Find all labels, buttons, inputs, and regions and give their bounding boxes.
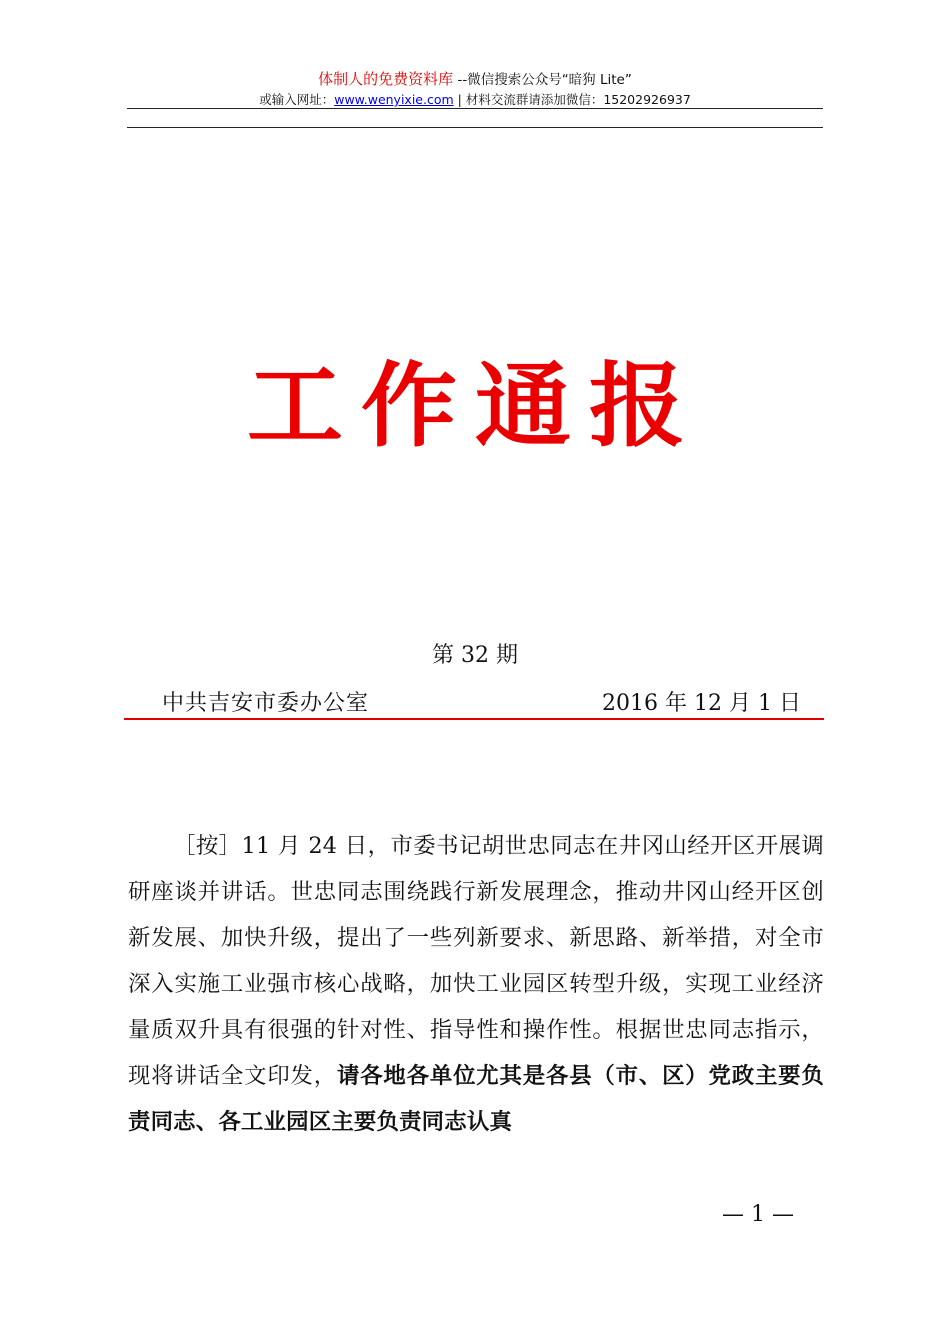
- header-source-line: [0, 68, 950, 89]
- header-url-prefix: 或输入网址：: [259, 92, 335, 107]
- issuing-organization: 中共吉安市委办公室: [162, 691, 370, 716]
- issue-number: 第 32 期: [432, 643, 518, 668]
- header-contact: | 材料交流群请添加微信：15202926937: [453, 92, 691, 107]
- header-rule-top: [127, 108, 823, 109]
- body-text-bold: 请各地各单位尤其是各县（市、区）党政主要负责同志、各工业园区主要负责同志认真: [128, 1063, 824, 1135]
- body-paragraph: [128, 823, 824, 1145]
- red-separator-rule: [124, 718, 824, 720]
- body-text-normal: 11 月 24 日，市委书记胡世忠同志在井冈山经开区开展调研座谈并讲话。世忠同志围绕践行新发展理念，推动井冈山经开区创新发展、加快升级，提出了一些列新要求、新思路、新举措，对全市深入实施工业强市核心战略，加快工业园区转型升级，实现工业经济量质双升具有很强的针对性、指导性和操作性。根据世忠同志指示，现将讲话全文印发，: [128, 833, 824, 1089]
- page-number: — 1 —: [722, 1202, 794, 1227]
- header-rule-bottom: [127, 127, 823, 128]
- header-url-link[interactable]: www.wenyixie.com: [334, 92, 454, 107]
- header-brand: 体制人的免费资料库: [318, 70, 454, 88]
- header-subtitle: --微信搜索公众号“暗狗 Lite”: [453, 72, 632, 88]
- header-contact-line: [0, 90, 950, 108]
- issue-date: 2016 年 12 月 1 日: [602, 691, 801, 716]
- masthead-title: 工作通报: [247, 352, 703, 460]
- editor-note-label: ［按］: [173, 833, 242, 859]
